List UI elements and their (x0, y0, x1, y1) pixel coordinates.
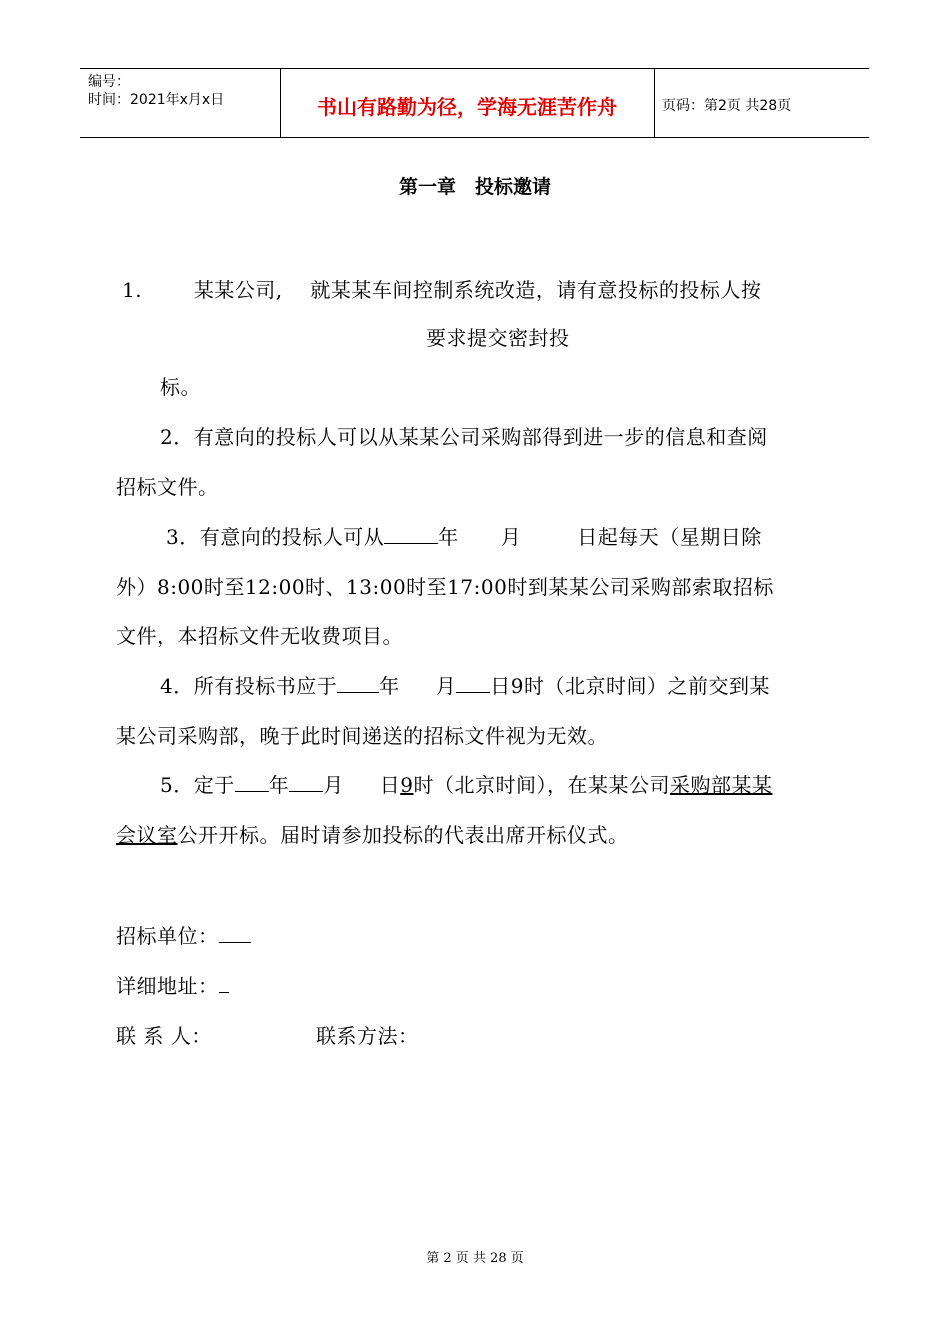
p5-day: 日 (379, 773, 401, 797)
p4-year: 年 (379, 674, 400, 698)
p3-year: 年 (438, 525, 459, 549)
p3-month: 月 (500, 525, 522, 549)
para-4-line-2: 某公司采购部，晚于此时间递送的招标文件视为无效。 (116, 724, 608, 748)
p5-text-a: 5．定于 (160, 773, 235, 797)
p3-text-b: 日起每天（星期日除 (577, 525, 762, 549)
time-label: 时间：2021年x月x日 (88, 92, 225, 108)
p1-number: 1. (122, 278, 143, 302)
contact-method: 联系方法： (316, 1024, 419, 1048)
blank-line (384, 525, 438, 544)
header-divider (280, 69, 281, 137)
blank-line (337, 674, 379, 693)
contact-unit (116, 920, 251, 949)
blank-line (219, 924, 251, 943)
unit-label: 招标单位： (116, 924, 219, 948)
p5-text-b: 时（北京时间），在某某公司 (413, 773, 670, 797)
para-4-line-1 (160, 670, 770, 699)
p5-year: 年 (268, 773, 290, 797)
p5-location-2: 会议室 (116, 823, 178, 847)
p1-company: 某某公司, (193, 278, 283, 302)
contact-person: 联 系 人： (116, 1024, 212, 1048)
blank-line (235, 773, 269, 792)
blank-line (456, 674, 490, 693)
contact-address (116, 970, 229, 999)
para-2-line-1: 2．有意向的投标人可以从某某公司采购部得到进一步的信息和查阅 (160, 425, 768, 449)
para-5-line-2 (116, 819, 629, 848)
para-1-line-3: 标。 (160, 375, 201, 399)
p4-month: 月 (435, 674, 457, 698)
para-3-line-1 (166, 521, 762, 550)
para-5-line-1 (160, 769, 772, 798)
header-motto: 书山有路勤为径，学海无涯苦作舟 (317, 95, 617, 119)
blank-line (219, 974, 229, 993)
p5-hour: 9 (400, 773, 414, 797)
page-footer: 第 2 页 共 28 页 (426, 1251, 524, 1266)
p1-text: 就某某车间控制系统改造，请有意投标的投标人按 (310, 278, 762, 302)
address-label: 详细地址： (116, 974, 219, 998)
para-3-line-2: 外）8:00时至12:00时、13:00时至17:00时到某某公司采购部索取招标 (116, 575, 774, 599)
header-divider (654, 69, 655, 137)
p5-month: 月 (323, 773, 344, 797)
p5-text-c: 公开开标。届时请参加投标的代表出席开标仪式。 (177, 823, 629, 847)
p4-text-a: 4．所有投标书应于 (160, 674, 338, 698)
chapter-title: 第一章 投标邀请 (398, 176, 551, 198)
para-2-line-2: 招标文件。 (116, 475, 219, 499)
header-left (88, 73, 224, 109)
header-page-label: 页码：第2页 共28页 (662, 98, 792, 114)
code-label: 编号： (88, 74, 130, 90)
page-header (80, 68, 869, 138)
para-1-line-2: 要求提交密封投 (426, 326, 570, 350)
blank-line (289, 773, 323, 792)
p4-text-b: 日9时（北京时间）之前交到某 (490, 674, 770, 698)
p3-text-a: 3．有意向的投标人可从 (166, 525, 385, 549)
para-1-line-1 (122, 274, 761, 303)
para-3-line-3: 文件，本招标文件无收费项目。 (116, 624, 403, 648)
p5-location-1: 采购部某某 (669, 773, 773, 797)
